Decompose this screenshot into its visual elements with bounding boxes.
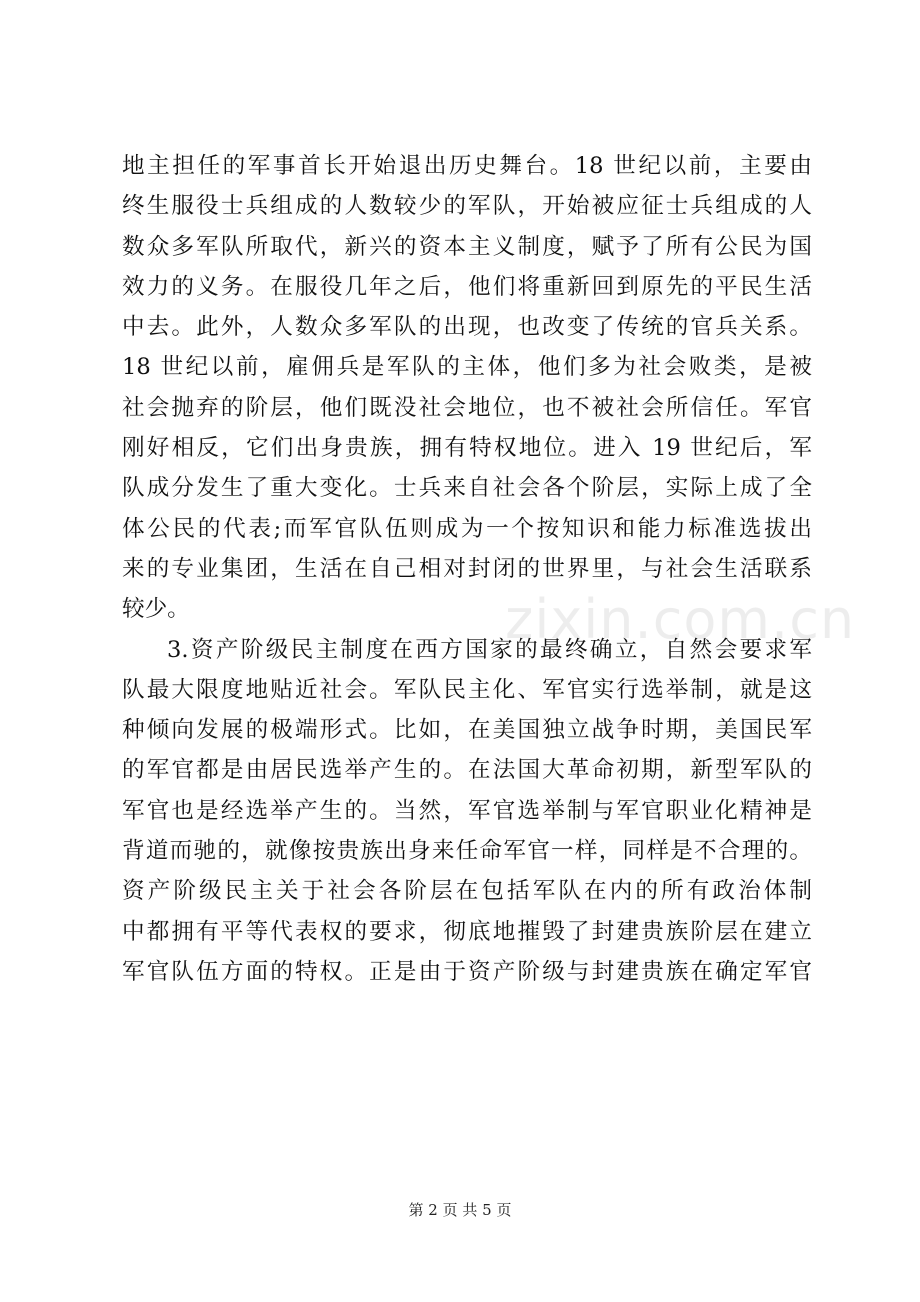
text-line: 队成分发生了重大变化。士兵来自社会各个阶层，实际上成了全 <box>122 475 812 502</box>
text-line: 来的专业集团，生活在自己相对封闭的世界里，与社会生活联系 <box>122 555 812 582</box>
text-line: 中去。此外，人数众多军队的出现，也改变了传统的官兵关系。 <box>122 314 812 341</box>
text-line: 背道而驰的，就像按贵族出身来任命军官一样，同样是不合理的。 <box>122 838 812 865</box>
paragraph <box>122 630 812 993</box>
paragraph <box>122 146 812 630</box>
text-line: 数众多军队所取代，新兴的资本主义制度，赋予了所有公民为国 <box>122 233 812 260</box>
text-line: 社会抛弃的阶层，他们既没社会地位，也不被社会所信任。军官 <box>122 394 812 421</box>
body-text <box>122 146 812 992</box>
text-line: 种倾向发展的极端形式。比如，在美国独立战争时期，美国民军 <box>122 717 812 744</box>
text-line: 效力的义务。在服役几年之后，他们将重新回到原先的平民生活 <box>122 273 812 300</box>
text-line: 刚好相反，它们出身贵族，拥有特权地位。进入 19 世纪后，军 <box>122 435 812 462</box>
text-line: 体公民的代表;而军官队伍则成为一个按知识和能力标准选拔出 <box>122 515 812 542</box>
text-line: 3.资产阶级民主制度在西方国家的最终确立，自然会要求军 <box>167 636 812 663</box>
text-line: 较少。 <box>122 596 190 623</box>
text-line: 资产阶级民主关于社会各阶层在包括军队在内的所有政治体制 <box>122 878 812 905</box>
text-line: 终生服役士兵组成的人数较少的军队，开始被应征士兵组成的人 <box>122 193 812 220</box>
text-line: 军官队伍方面的特权。正是由于资产阶级与封建贵族在确定军官 <box>122 958 812 985</box>
text-line: 地主担任的军事首长开始退出历史舞台。18 世纪以前，主要由 <box>122 153 812 179</box>
text-line: 队最大限度地贴近社会。军队民主化、军官实行选举制，就是这 <box>122 676 812 703</box>
text-line: 中都拥有平等代表权的要求，彻底地摧毁了封建贵族阶层在建立 <box>122 918 812 945</box>
watermark: zixin.com.cn <box>505 588 856 651</box>
text-line: 军官也是经选举产生的。当然，军官选举制与军官职业化精神是 <box>122 797 812 824</box>
text-line: 的军官都是由居民选举产生的。在法国大革命初期，新型军队的 <box>122 757 812 784</box>
text-line: 18 世纪以前，雇佣兵是军队的主体，他们多为社会败类，是被 <box>122 354 812 381</box>
page-footer: 第 2 页 共 5 页 <box>408 1201 512 1219</box>
